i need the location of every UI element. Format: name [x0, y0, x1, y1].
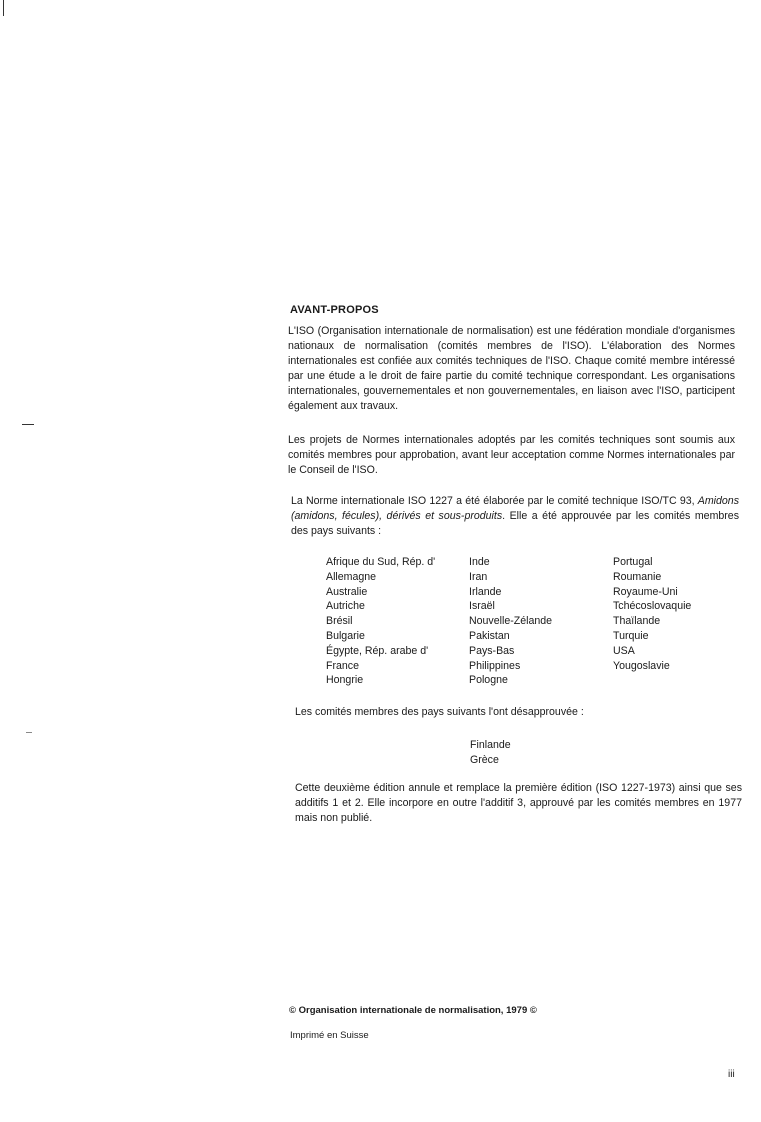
page-title: AVANT-PROPOS — [290, 304, 379, 316]
country-item: Roumanie — [613, 570, 662, 583]
country-item: France — [326, 659, 359, 672]
country-item: Philippines — [469, 659, 521, 672]
copyright-notice: © Organisation internationale de normalisation, 1979 © — [289, 1005, 537, 1016]
country-item: Pays-Bas — [469, 644, 515, 657]
country-item: Israël — [469, 600, 495, 613]
country-item: Thaïlande — [613, 615, 661, 628]
scan-margin-mark — [22, 424, 34, 425]
scan-margin-mark — [26, 732, 32, 733]
country-item: Égypte, Rép. arabe d' — [326, 644, 429, 657]
country-item: Royaume-Uni — [613, 585, 678, 598]
country-item: Australie — [326, 585, 368, 598]
paragraph-iso-intro: L'ISO (Organisation internationale de normalisation) est une fédération mondiale d'organismes nationaux de normalisation (comités membres de l'ISO). L'élaboration des Normes internationales est confiée aux comités techniques de l'ISO. Chaque comité membre intéressé par une étude a le droit de faire partie du comité technique correspondant. Les organisations internationales, gouvernementales et non gouvernementales, en liaison avec l'ISO, participent également aux travaux. — [288, 325, 735, 412]
scan-edge-mark — [3, 0, 4, 16]
committee-title: Amidons (amidons, fécules), dérivés et sous-produits — [291, 495, 739, 522]
country-item: Inde — [469, 556, 490, 568]
country-item: Nouvelle-Zélande — [469, 615, 553, 628]
page-number: iii — [728, 1069, 735, 1080]
country-item: Irlande — [469, 585, 502, 598]
origin-text-end: . Elle a été approuvée par les comités membres des pays suivants : — [291, 510, 739, 537]
country-item: Portugal — [613, 556, 653, 568]
country-item: Autriche — [326, 600, 365, 613]
paragraph-edition-note: Cette deuxième édition annule et remplace la première édition (ISO 1227-1973) ainsi que ses additifs 1 et 2. Elle incorpore en outre l'additif 3, approuvé par les comités membres en 1977 mais non publié. — [295, 782, 742, 824]
approving-countries-col1 — [326, 555, 435, 688]
printed-in: Imprimé en Suisse — [290, 1030, 369, 1041]
country-item: Allemagne — [326, 570, 377, 583]
country-item: Hongrie — [326, 674, 364, 687]
paragraph-draft-standards: Les projets de Normes internationales adoptés par les comités techniques sont soumis aux comités membres pour approbation, avant leur acceptation comme Normes internationales par le Conseil de l'ISO. — [288, 434, 735, 476]
country-item: USA — [613, 644, 635, 657]
country-item: Finlande — [470, 739, 511, 751]
country-item: Brésil — [326, 615, 353, 628]
country-item: Turquie — [613, 629, 649, 642]
country-item: Bulgarie — [326, 629, 365, 642]
disapproval-intro: Les comités membres des pays suivants l'ont désapprouvée : — [295, 706, 584, 718]
approving-countries-col3 — [613, 555, 691, 673]
approving-countries-col2 — [469, 555, 552, 688]
country-item: Tchécoslovaquie — [613, 600, 692, 613]
country-item: Grèce — [470, 753, 499, 766]
paragraph-standard-origin — [291, 494, 739, 539]
country-item: Pakistan — [469, 629, 510, 642]
country-item: Afrique du Sud, Rép. d' — [326, 556, 436, 568]
disapproving-countries — [470, 738, 511, 768]
country-item: Pologne — [469, 674, 508, 687]
origin-text-start: La Norme internationale ISO 1227 a été élaborée par le comité technique ISO/TC 93, — [291, 495, 698, 507]
country-item: Yougoslavie — [613, 659, 670, 672]
country-item: Iran — [469, 570, 488, 583]
